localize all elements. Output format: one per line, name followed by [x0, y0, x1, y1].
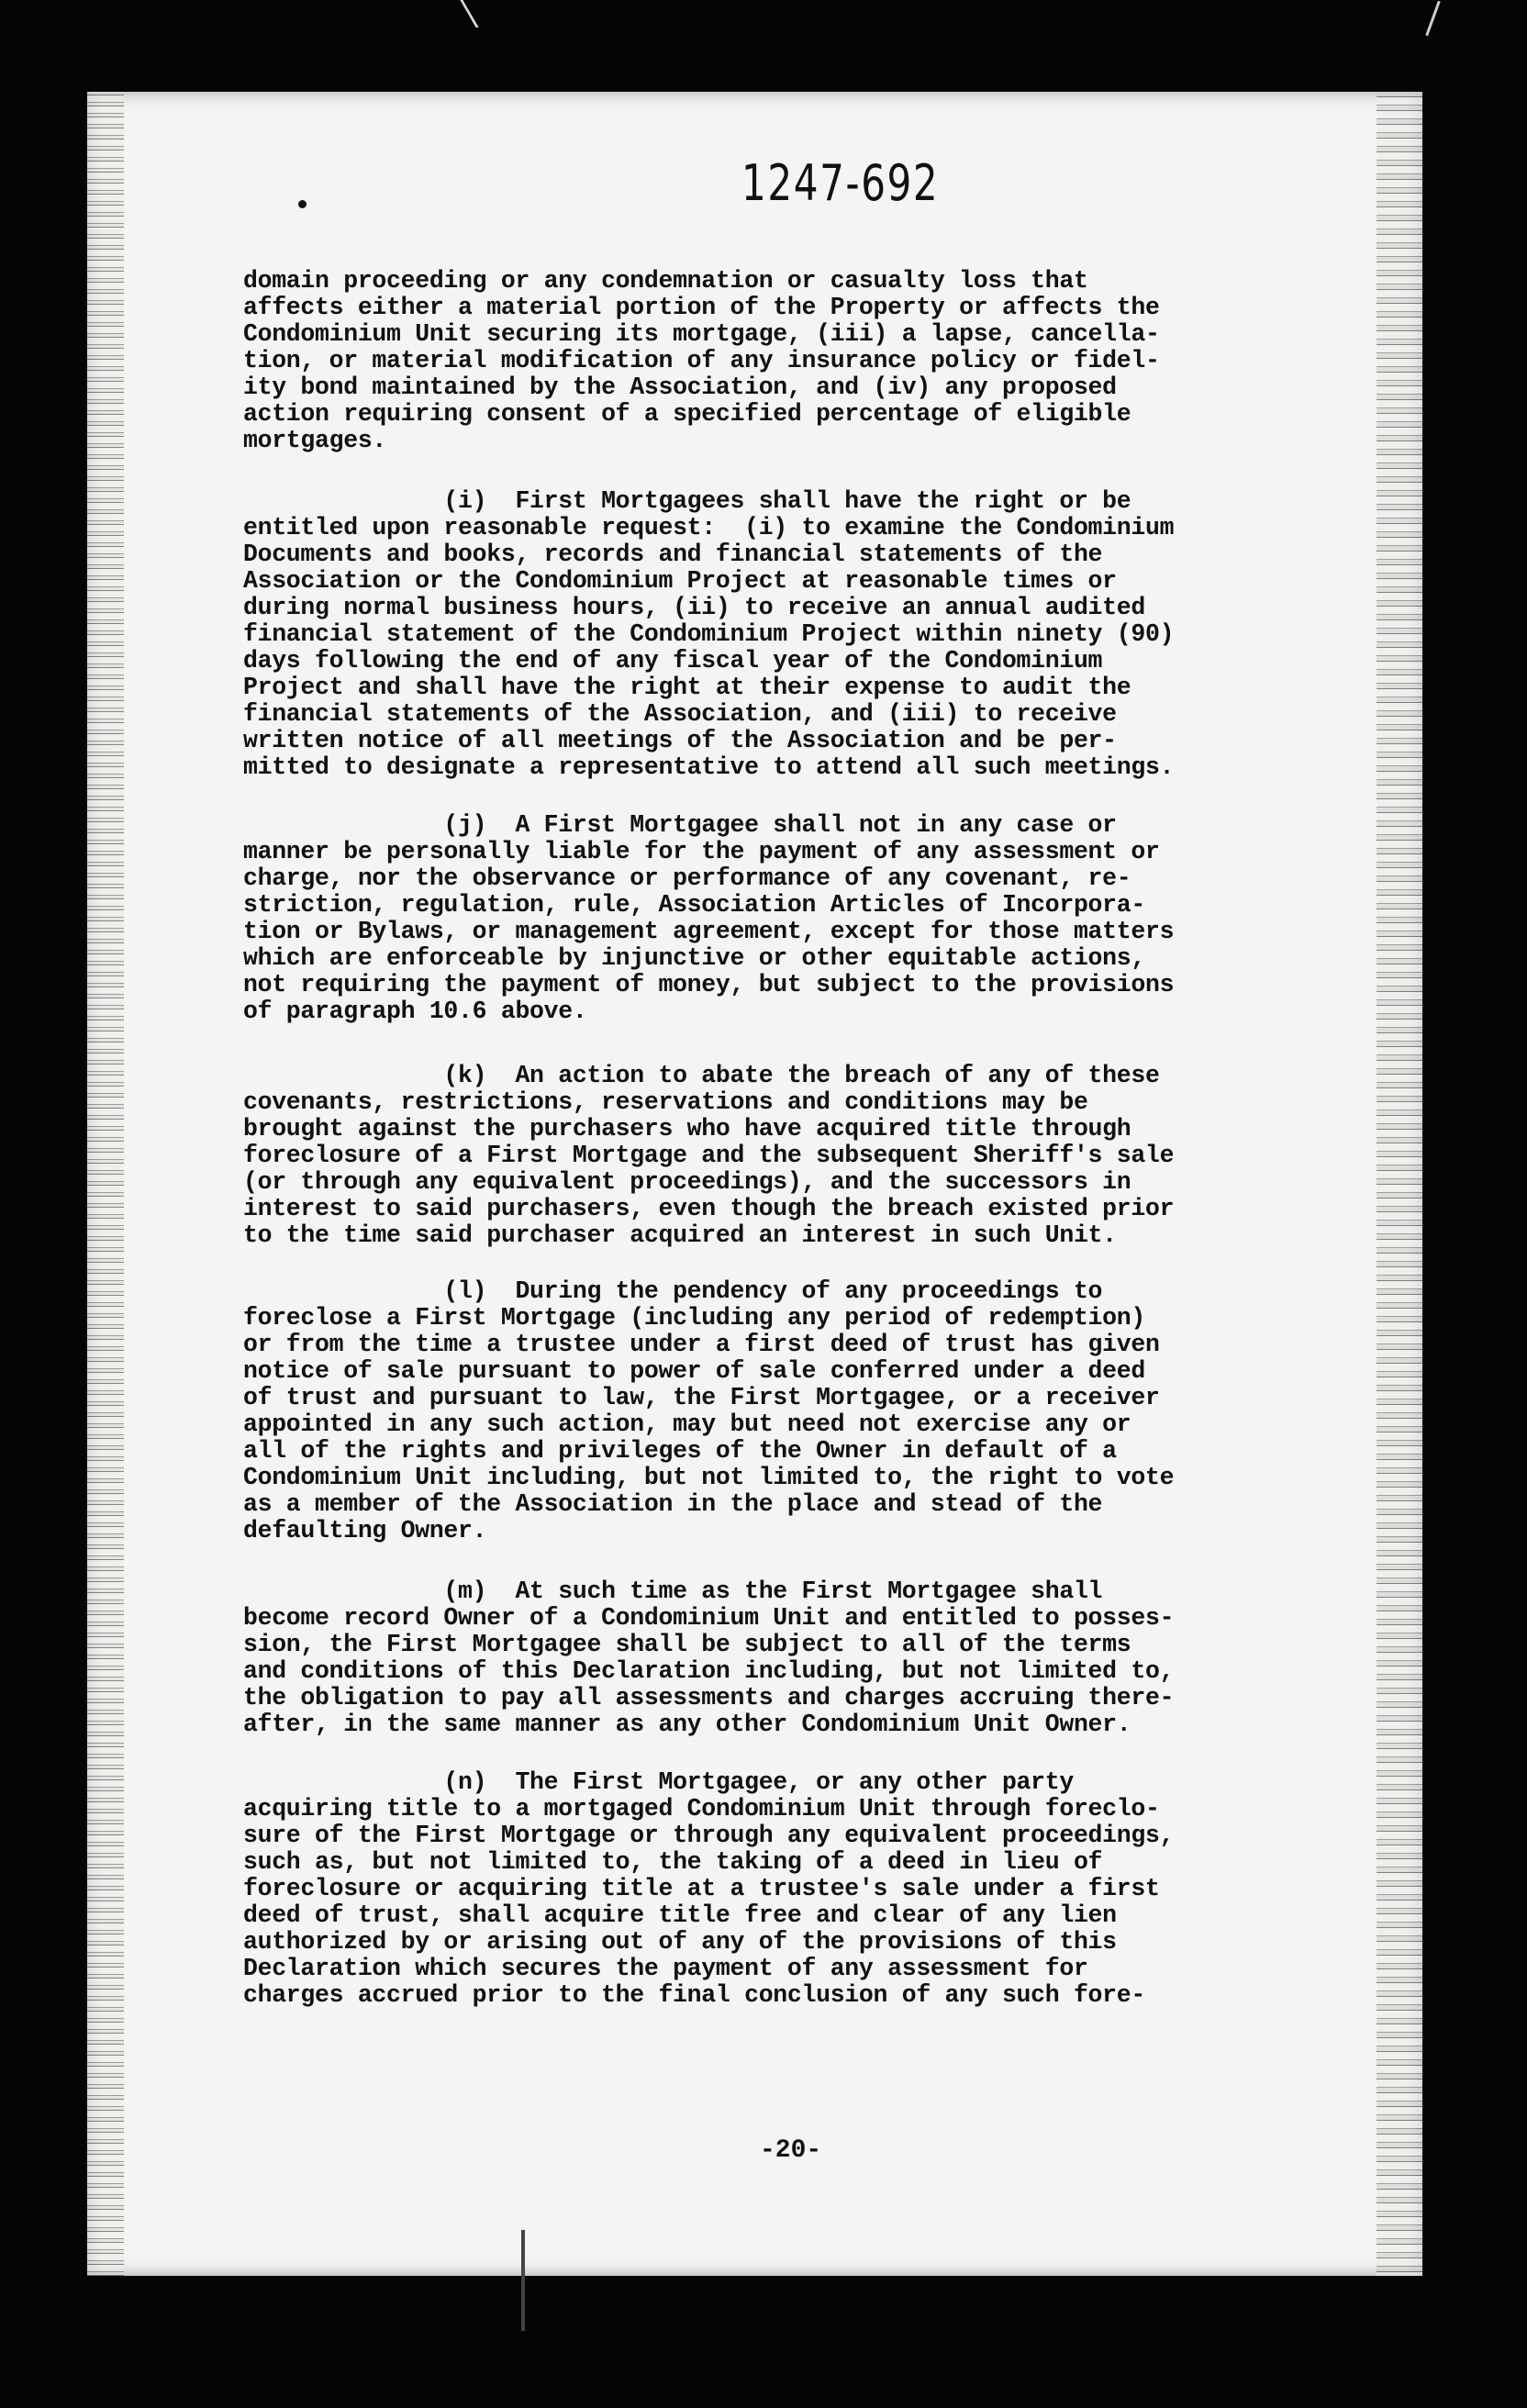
page-edge-noise — [87, 92, 124, 2276]
margin-mark — [298, 200, 307, 208]
paragraph-k: (k) An action to abate the breach of any of these covenants, restrictions, reservations and conditions may be brought against the purchasers who have acquired title through foreclosure of a First Mortgage and the subsequent Sheriff's sale (or through any equivalent proceedings), and the successors in interest to said purchasers, even though the breach existed prior to the time said purchaser acquired an interest in such Unit. — [243, 1062, 1175, 1249]
binding-mark — [521, 2230, 525, 2331]
document-number: 1247-692 — [741, 154, 940, 212]
page-number: -20- — [760, 2136, 822, 2165]
paragraph-i: (i) First Mortgagees shall have the right or be entitled upon reasonable request: (i) to examine the Condominium Documents and books, records and financial statements of the Association or the Condominium Project at reasonable times or during normal business hours, (ii) to receive an annual audited financial statement of the Condominium Project within ninety (90) days following the end of any fiscal year of the Condominium Project and shall have the right at their expense to audit the financial statements of the Association, and (iii) to receive written notice of all meetings of the Association and be per- mitted to designate a representative to attend all such meetings. — [243, 487, 1175, 781]
page-edge-noise — [1377, 92, 1422, 2276]
paragraph-m: (m) At such time as the First Mortgagee shall become record Owner of a Condominium Unit and entitled to posses- sion, the First Mortgagee shall be subject to all of the terms and conditions of this Declaration including, but not limited to, the obligation to pay all assessments and charges accruing there- after, in the same manner as any other Condominium Unit Owner. — [243, 1577, 1175, 1738]
paragraph-continuation: domain proceeding or any condemnation or casualty loss that affects either a material portion of the Property or affects the Condominium Unit securing its mortgage, (iii) a lapse, cancella- tion, or material modification of any insurance policy or fidel- ity bond maintained by the Association, and (iv) any proposed action requiring consent of a specified percentage of eligible mortgages. — [243, 267, 1160, 454]
paragraph-l: (l) During the pendency of any proceedings to foreclose a First Mortgage (including any period of redemption) or from the time a trustee under a first deed of trust has given notice of sale pursuant to power of sale conferred under a deed of trust and pursuant to law, the First Mortgagee, or a receiver appointed in any such action, may but need not exercise any or all of the rights and privileges of the Owner in default of a Condominium Unit including, but not limited to, the right to vote as a member of the Association in the place and stead of the defaulting Owner. — [243, 1277, 1175, 1544]
paragraph-j: (j) A First Mortgagee shall not in any case or manner be personally liable for the payment of any assessment or charge, nor the observance or performance of any covenant, re- striction, regulation, rule, Association Articles of Incorpora- tion or Bylaws, or management agreement, except for those matters which are enforceable by injunctive or other equitable actions, not requiring the payment of money, but subject to the provisions of paragraph 10.6 above. — [243, 811, 1175, 1025]
paragraph-n: (n) The First Mortgagee, or any other party acquiring title to a mortgaged Condominium Unit through foreclo- sure of the First Mortgage or through any equivalent proceedings, such as, but not limited to, the taking of a deed in lieu of foreclosure or acquiring title at a trustee's sale under a first deed of trust, shall acquire title free and clear of any lien authorized by or arising out of any of the provisions of this Declaration which secures the payment of any assessment for charges accrued prior to the final conclusion of any such fore- — [243, 1768, 1175, 2009]
